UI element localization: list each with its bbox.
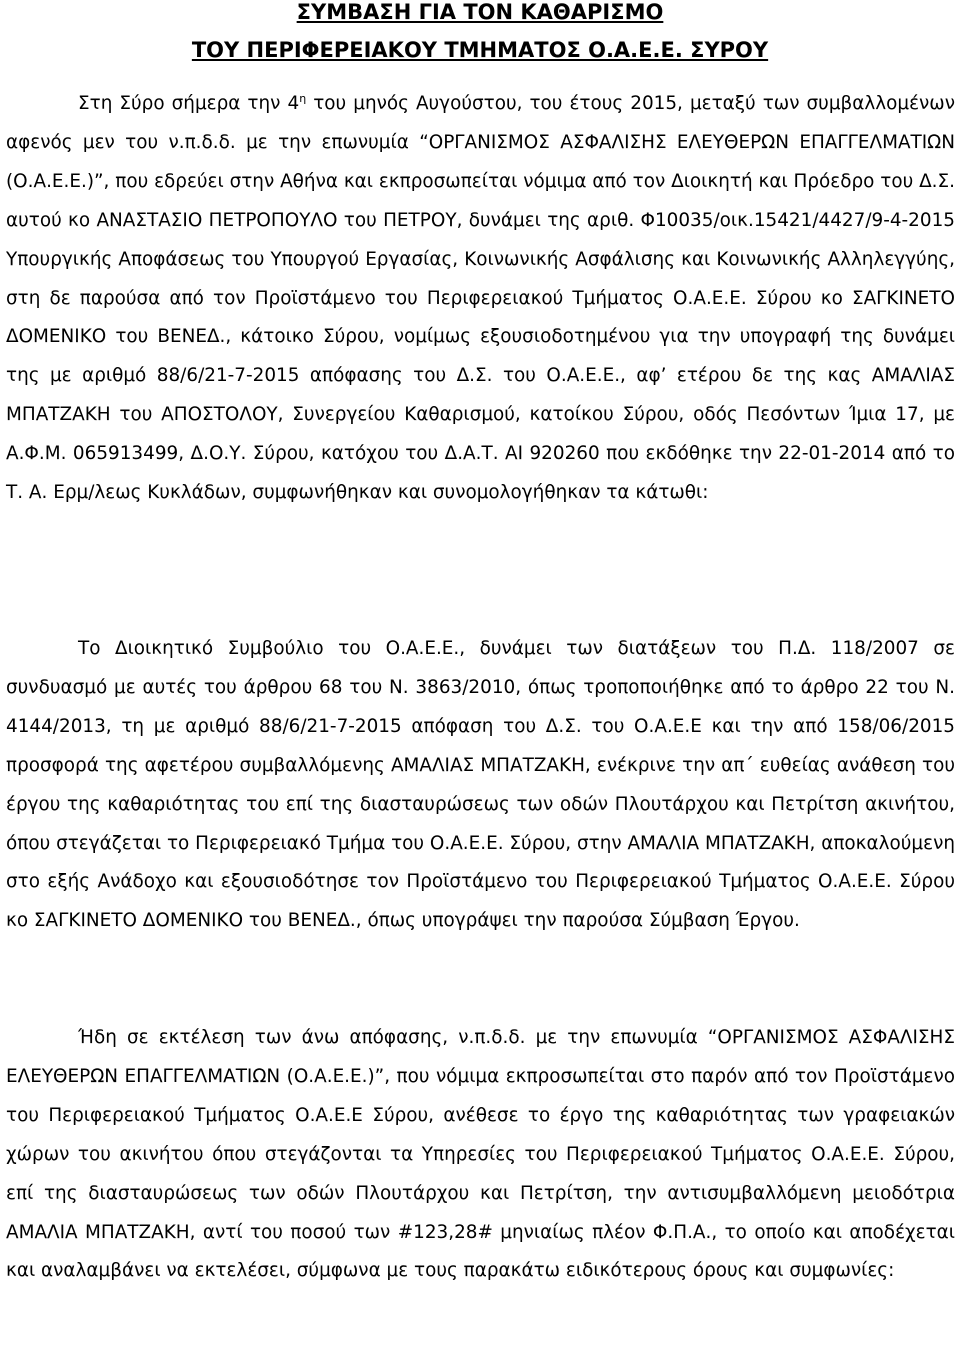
document-title: ΣΥΜΒΑΣΗ ΓΙΑ ΤΟΝ ΚΑΘΑΡΙΣΜΟ [296,0,664,24]
ordinal-superscript: η [299,91,307,105]
preamble-text-rest: του μηνός Αυγούστου, του έτους 2015, μεταξύ των συμβαλλομένων αφενός μεν του ν.π.δ.δ. με την επωνυμία “ΟΡΓΑΝΙΣΜΟΣ ΑΣΦΑΛΙΣΗΣ ΕΛΕΥΘΕΡΩΝ ΕΠΑΓΓΕΛΜΑΤΙΩΝ (Ο.Α.Ε.Ε.)”, που εδρεύει στην Αθήνα και εκπροσωπείται νόμιμα από τον Διοικητή και Πρόεδρο του Δ.Σ. αυτού κο ΑΝΑΣΤΑΣΙΟ ΠΕΤΡΟΠΟΥΛΟ του ΠΕΤΡΟΥ, δυνάμει της αριθ. Φ10035/οικ.15421/4427/9-4-2015 Υπουργικής Αποφάσεως του Υπουργού Εργασίας, Κοινωνικής Ασφάλισης και Κοινωνικής Αλληλεγγύης, στη δε παρούσα από τον Προϊστάμενο του Περιφερειακού Τμήματος Ο.Α.Ε.Ε. Σύρου κο ΣΑΓΚΙΝΕΤΟ ΔΟΜΕΝΙΚΟ του ΒΕΝΕΔ., κάτοικο Σύρου, νομίμως εξουσιοδοτημένου για την υπογραφή της δυνάμει της με αριθμό 88/6/21-7-2015 απόφασης του Δ.Σ. του Ο.Α.Ε.Ε., αφ’ ετέρου δε της κας ΑΜΑΛΙΑΣ ΜΠΑΤΖΑΚΗ του ΑΠΟΣΤΟΛΟΥ, Συνεργείου Καθαρισμού, κατοίκου Σύρου, οδός Πεσόντων Ίμια 17, με Α.Φ.Μ. 065913499, Δ.Ο.Υ. Σύρου, κατόχου του Δ.Α.Τ. ΑΙ 920260 που εκδόθηκε την 22-01-2014 από το Τ. Α. Ερμ/λεως Κυκλάδων, συμφωνήθηκαν και συνομολογήθηκαν τα κάτωθι: [6,93,955,504]
assignment-paragraph: Ήδη σε εκτέλεση των άνω απόφασης, ν.π.δ.δ. με την επωνυμία “ΟΡΓΑΝΙΣΜΟΣ ΑΣΦΑΛΙΣΗΣ ΕΛΕΥΘΕΡΩΝ ΕΠΑΓΓΕΛΜΑΤΙΩΝ (Ο.Α.Ε.Ε.)”, που νόμιμα εκπροσωπείται στο παρόν από τον Προϊστάμενο του Περιφερειακού Τμήματος Ο.Α.Ε.Ε Σύρου, ανέθεσε το έργο της καθαριότητας των γραφειακών χώρων του ακινήτου όπου στεγάζονται τα Υπηρεσίες του Περιφερειακού Τμήματος Ο.Α.Ε.Ε. Σύρου, επί της διασταυρώσεως των οδών Πλουτάρχου και Πετρίτση, την αντισυμβαλλόμενη μειοδότρια ΑΜΑΛΙΑ ΜΠΑΤΖΑΚΗ, αντί του ποσού των #123,28# μηνιαίως πλέον Φ.Π.Α., το οποίο και αποδέχεται και αναλαμβάνει να εκτελέσει, σύμφωνα με τους παρακάτω ειδικότερους όρους και συμφωνίες: [6,1027,955,1282]
document-subtitle: ΤΟΥ ΠΕΡΙΦΕΡΕΙΑΚΟΥ ΤΜΗΜΑΤΟΣ Ο.Α.Ε.Ε. ΣΥΡΟΥ [191,38,769,62]
contract-preamble-paragraph [6,85,955,513]
board-decision-paragraph: Το Διοικητικό Συμβούλιο του Ο.Α.Ε.Ε., δυνάμει των διατάξεων του Π.Δ. 118/2007 σε συνδυασμό με αυτές του άρθρου 68 του Ν. 3863/2010, όπως τροποποιήθηκε από το άρθρο 22 του Ν. 4144/2013, τη με αριθμό 88/6/21-7-2015 απόφαση του Δ.Σ. του Ο.Α.Ε.Ε και την από 158/06/2015 προσφορά της αφετέρου συμβαλλόμενης ΑΜΑΛΙΑΣ ΜΠΑΤΖΑΚΗ, ενέκρινε την απ΄ ευθείας ανάθεση του έργου της καθαριότητας του επί της διασταυρώσεως των οδών Πλουτάρχου και Πετρίτση ακινήτου, όπου στεγάζεται το Περιφερειακό Τμήμα του Ο.Α.Ε.Ε. Σύρου, στην ΑΜΑΛΙΑ ΜΠΑΤΖΑΚΗ, αποκαλούμενη στο εξής Ανάδοχο και εξουσιοδότησε τον Προϊστάμενο του Περιφερειακού Τμήματος Ο.Α.Ε.Ε. Σύρου κο ΣΑΓΚΙΝΕΤΟ ΔΟΜΕΝΙΚΟ του ΒΕΝΕΔ., όπως υπογράψει την παρούσα Σύμβαση Έργου. [6,638,955,932]
preamble-text-start: Στη Σύρο σήμερα την 4 [78,93,300,114]
